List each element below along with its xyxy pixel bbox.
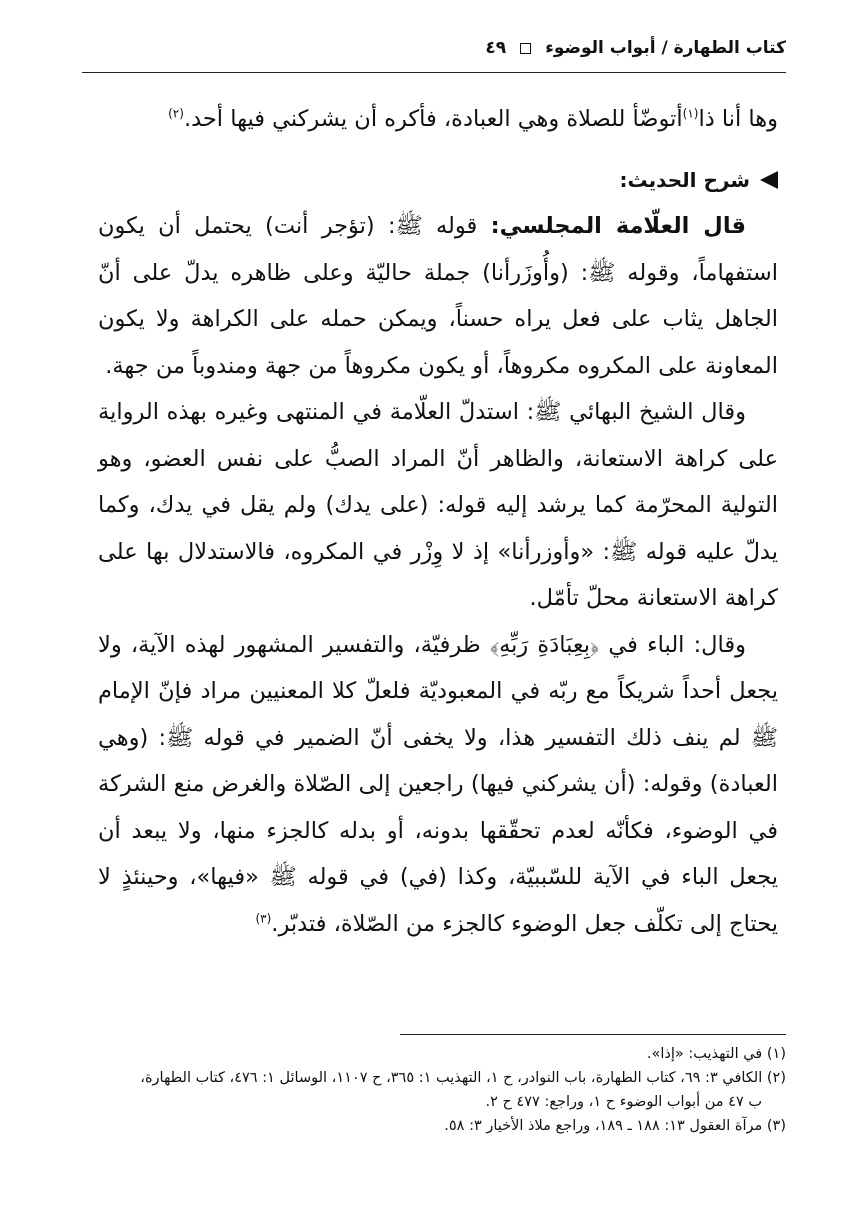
square-ornament-icon xyxy=(520,43,531,54)
running-header xyxy=(82,32,786,64)
section-heading: شرح الحديث: xyxy=(98,157,778,204)
main-text xyxy=(98,96,778,947)
paragraph-bahai: وقال الشيخ البهائي ﷺ: استدلّ العلّامة في المنتهى وغيره بهذه الرواية على كراهة الاستعانة، والظاهر أنّ المراد الصبُّ على نفس العضو، وهو التولية المحرّمة كما يرشد إليه قوله: (على يدك) ولم يقل في يدك، وكما يدلّ عليه قوله ﷺ: «وأوزرأنا» إذ لا وِزْر في المكروه، فالاستدلال بها على كراهة الاستعانة محلّ تأمّل. xyxy=(98,399,778,611)
triangle-marker-icon xyxy=(760,171,778,189)
header-rule xyxy=(82,72,786,73)
footnote-2: (٢) الكافي ٣: ٦٩، كتاب الطهارة، باب النوادر، ح ١، التهذيب ١: ٣٦٥، ح ١١٠٧، الوسائل ١: ٤٧٦، كتاب الطهارة، xyxy=(140,1070,786,1086)
footnote-3: (٣) مرآة العقول ١٣: ١٨٨ ـ ١٨٩، وراجع ملاذ الأخيار ٣: ٥٨. xyxy=(444,1118,786,1134)
speaker-name: قال العلّامة المجلسي: xyxy=(490,213,747,239)
footnotes xyxy=(80,1042,786,1138)
footnote-ref-1: (١) xyxy=(682,106,699,121)
header-book-title: كتاب الطهارة / أبواب الوضوء xyxy=(545,38,786,58)
paragraph-explanation: وقال: الباء في ﴿بِعِبَادَةِ رَبِّهِ﴾ ظرفيّة، والتفسير المشهور لهذه الآية، ولا يجعل أحداً شريكاً مع ربّه في المعبوديّة فلعلّ كلا المعنيين مراد فإنّ الإمام ﷺ لم ينف ذلك التفسير هذا، ولا يخفى أنّ الضمير في قوله ﷺ: (وهي العبادة) وقوله: (أن يشركني فيها) راجعين إلى الصّلاة والغرض منع الشركة في الوضوء، فكأنّه لعدم تحقّقها بدونه، أو بدله كالجزء منها، ولا يبعد أن يجعل الباء في الآية للسّببيّة، وكذا (في) في قوله ﷺ «فيها»، وحينئذٍ لا يحتاج إلى تكلّف جعل الوضوء كالجزء من الصّلاة، فتدبّر.$^{(٣)}$ xyxy=(98,631,778,937)
paragraph-majlisi: قال العلّامة المجلسي: قوله ﷺ: (تؤجر أنت) يحتمل أن يكون استفهاماً، وقوله ﷺ: (وأُوزَرأنا) جملة حاليّة وعلى ظاهره يدلّ على أنّ الجاهل يثاب على فعل يراه حسناً، ويمكن حمله على الكراهة ولا يكون المعاونة على المكروه مكروهاً، أو يكون مكروهاً من جهة ومندوباً من جهة. xyxy=(98,213,778,379)
opening-line: وها أنا ذا$^{(١)}$أتوضّأ للصلاة وهي العبادة، فأكره أن يشركني فيها أحد.$^{(٢)}$ xyxy=(168,106,778,132)
header-page-number: ٤٩ xyxy=(485,38,507,58)
footnote-rule xyxy=(400,1034,786,1035)
footnote-1: (١) في التهذيب: «إذا». xyxy=(646,1046,786,1062)
footnote-2-continued: ب ٤٧ من أبواب الوضوء ح ١، وراجع: ٤٧٧ ح ٢. xyxy=(485,1094,762,1110)
footnote-ref-2: (٢) xyxy=(168,106,184,121)
footnote-ref-3: (٣) xyxy=(255,911,272,925)
